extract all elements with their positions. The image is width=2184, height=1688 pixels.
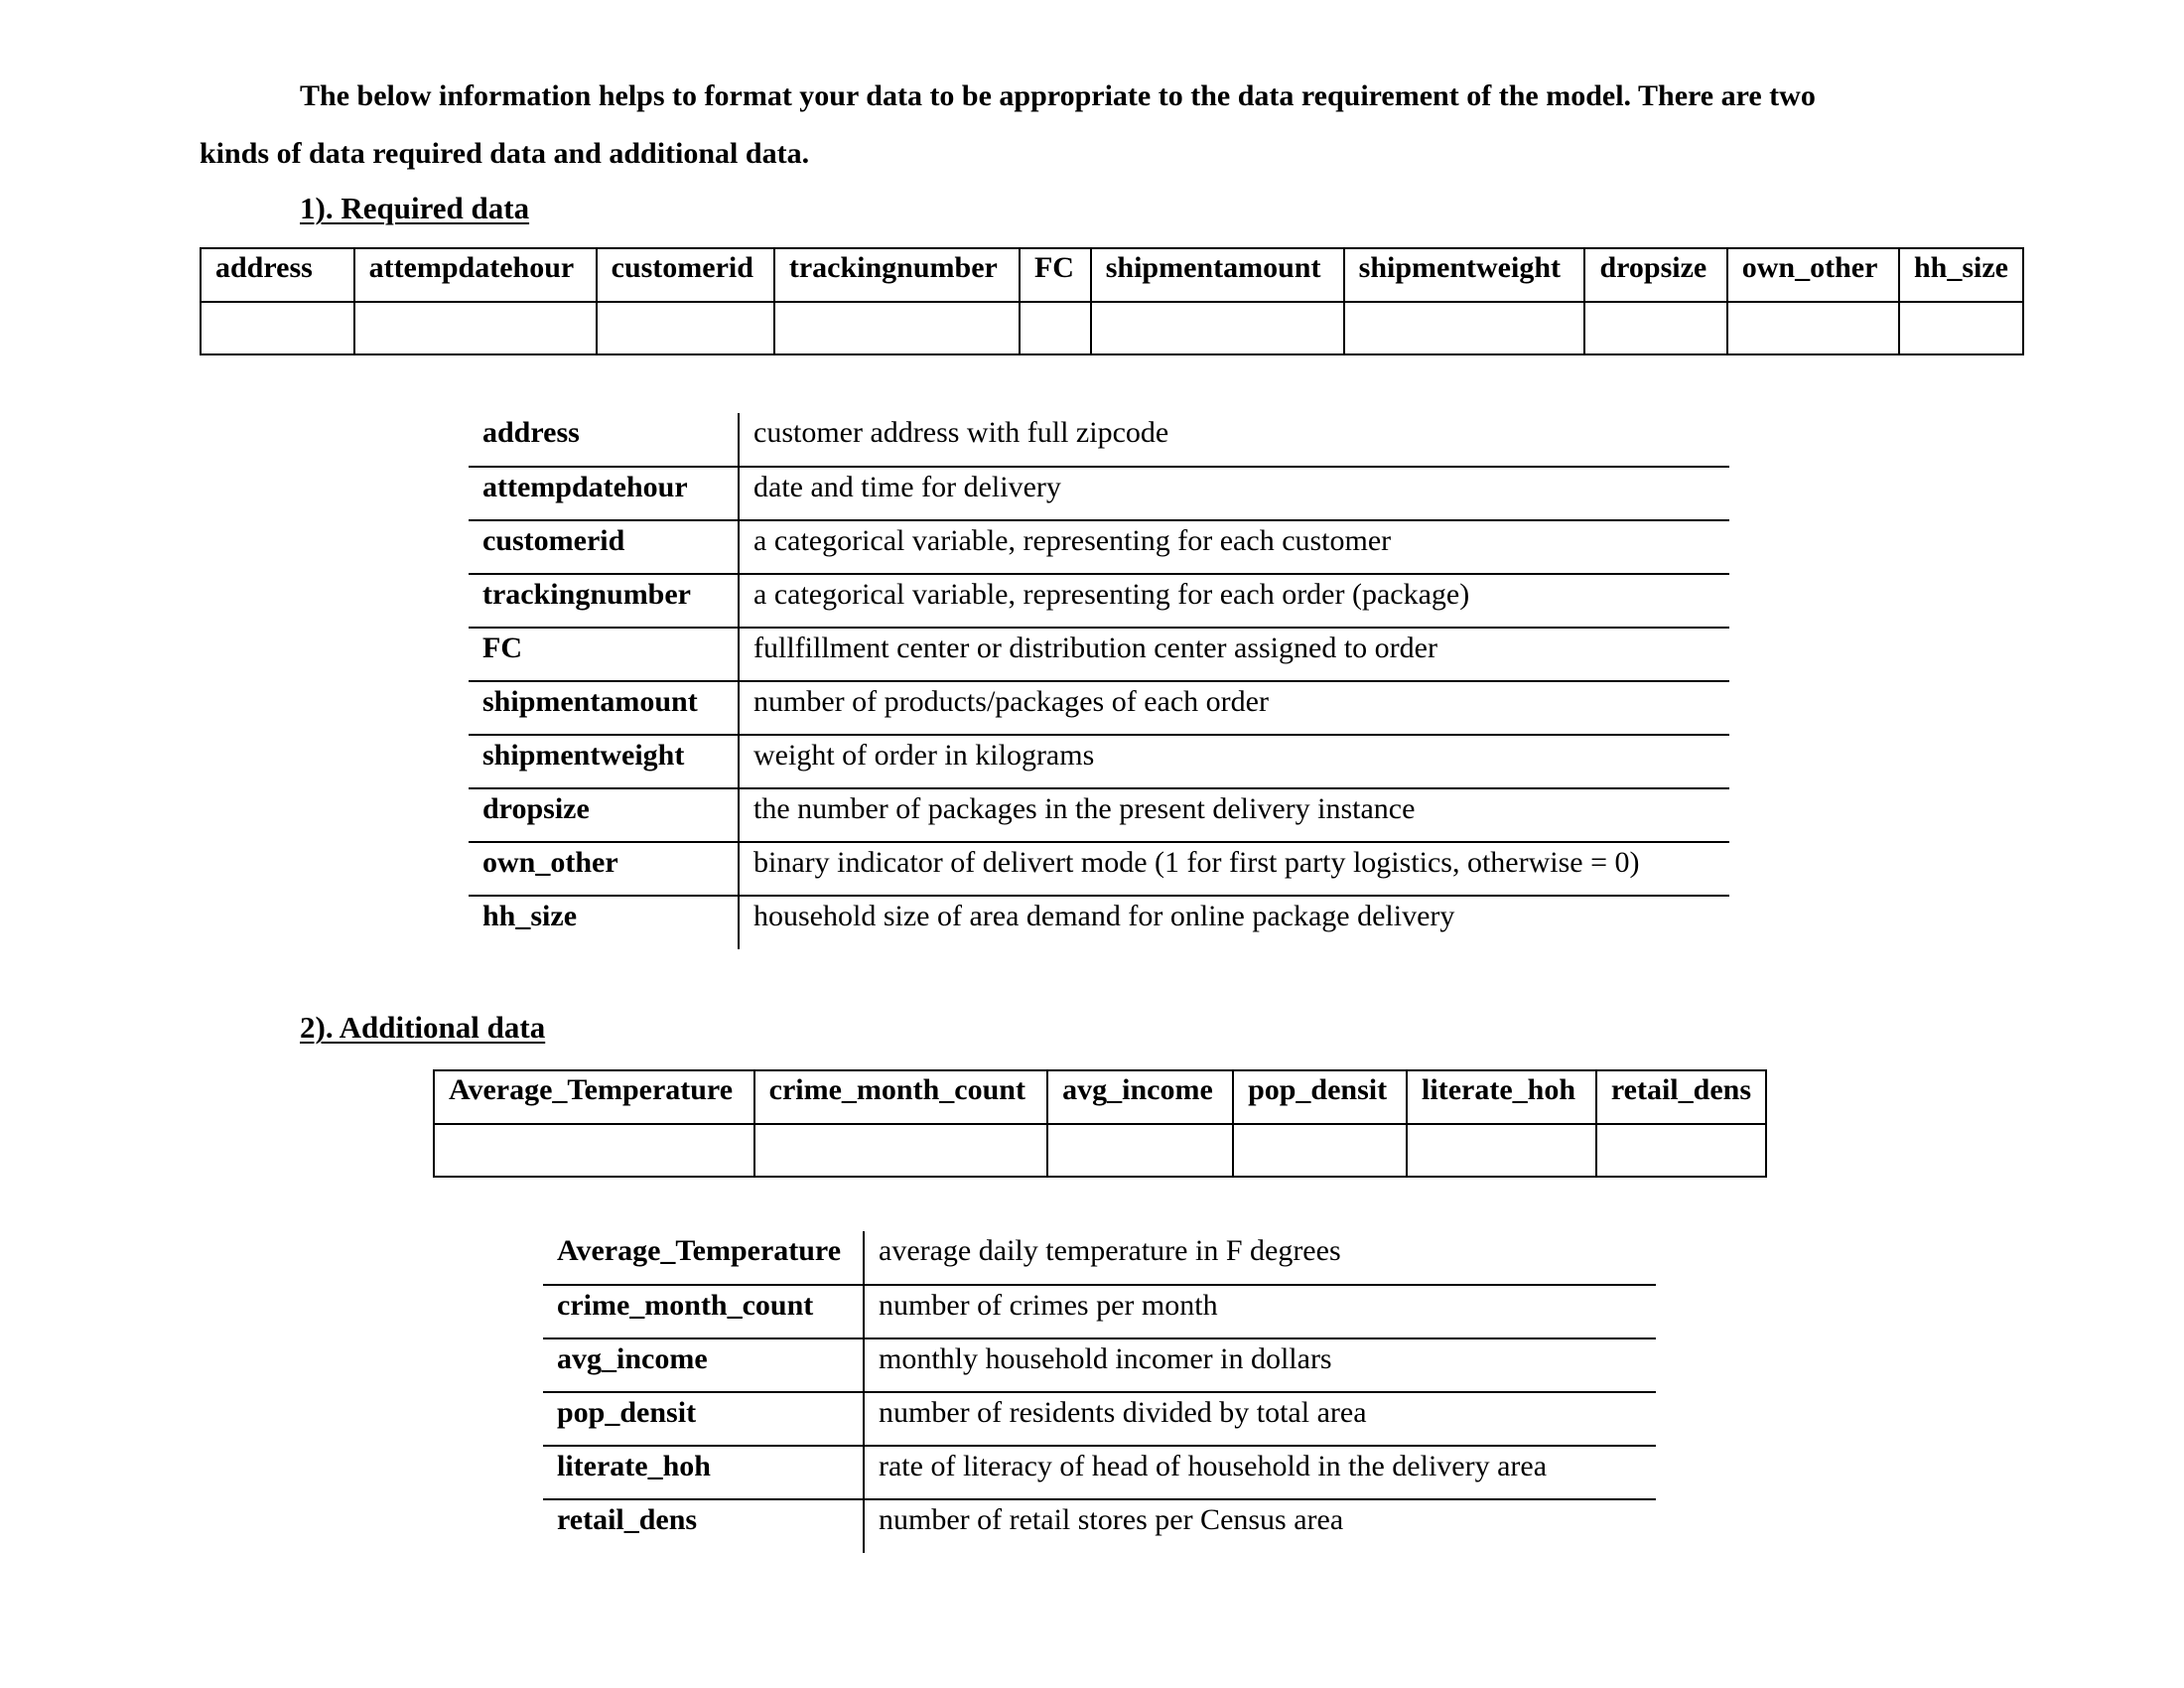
definition-row [469, 628, 1729, 681]
required-col-trackingnumber: trackingnumber [774, 248, 1020, 302]
definition-description: customer address with full zipcode [753, 416, 1169, 449]
definition-description: average daily temperature in F degrees [879, 1234, 1341, 1267]
additional-empty-cell[interactable] [1233, 1124, 1407, 1177]
definition-description: number of crimes per month [864, 1285, 1656, 1338]
required-empty-cell[interactable] [774, 302, 1020, 354]
definition-row [543, 1285, 1656, 1338]
required-empty-cell[interactable] [201, 302, 354, 354]
additional-columns-header-row [434, 1070, 1766, 1124]
required-empty-cell[interactable] [354, 302, 597, 354]
definition-row [469, 788, 1729, 842]
required-columns-table [200, 247, 2024, 355]
definition-term: crime_month_count [543, 1285, 864, 1338]
required-col-own-other: own_other [1727, 248, 1899, 302]
intro-line-1: The below information helps to format your data to be appropriate to the data requirement of the model. There are two [300, 79, 1816, 112]
definition-description: binary indicator of delivert mode (1 for first party logistics, otherwise = 0) [739, 842, 1729, 896]
additional-col-average-temperature: Average_Temperature [434, 1070, 754, 1124]
definition-row [543, 1338, 1656, 1392]
additional-col-pop-densit: pop_densit [1233, 1070, 1407, 1124]
definition-row [469, 574, 1729, 628]
definition-description: a categorical variable, representing for each customer [739, 520, 1729, 574]
definition-row [543, 1231, 1656, 1285]
additional-definitions-table [543, 1231, 1656, 1553]
definition-description: fullfillment center or distribution center assigned to order [739, 628, 1729, 681]
intro-line-2: kinds of data required data and additional data. [200, 137, 810, 170]
required-col-shipmentamount: shipmentamount [1091, 248, 1344, 302]
definition-description: date and time for delivery [739, 467, 1729, 520]
required-col-shipmentweight: shipmentweight [1344, 248, 1585, 302]
additional-empty-cell[interactable] [1047, 1124, 1233, 1177]
additional-columns-table [433, 1069, 1767, 1178]
definition-term: trackingnumber [469, 574, 739, 628]
additional-col-literate-hoh: literate_hoh [1407, 1070, 1596, 1124]
definition-description: the number of packages in the present delivery instance [739, 788, 1729, 842]
additional-empty-cell[interactable] [434, 1124, 754, 1177]
definition-row [469, 467, 1729, 520]
definition-term: address [469, 413, 739, 467]
additional-data-heading: 2). Additional data [300, 1010, 546, 1045]
required-definitions-table [469, 413, 1729, 949]
definition-term: shipmentweight [469, 735, 739, 788]
required-columns-header-row [201, 248, 2023, 302]
definition-row [469, 735, 1729, 788]
additional-col-retail-dens: retail_dens [1596, 1070, 1766, 1124]
definition-term: customerid [469, 520, 739, 574]
definition-row [543, 1446, 1656, 1499]
definition-description: household size of area demand for online package delivery [739, 896, 1729, 949]
definition-term: shipmentamount [469, 681, 739, 735]
required-col-attempdatehour: attempdatehour [354, 248, 597, 302]
required-empty-cell[interactable] [1091, 302, 1344, 354]
additional-col-crime-month-count: crime_month_count [754, 1070, 1048, 1124]
required-columns-empty-row [201, 302, 2023, 354]
required-col-address: address [201, 248, 354, 302]
required-col-dropsize: dropsize [1584, 248, 1726, 302]
additional-empty-cell[interactable] [754, 1124, 1048, 1177]
definition-row [469, 520, 1729, 574]
required-col-hh-size: hh_size [1899, 248, 2023, 302]
definition-row [469, 842, 1729, 896]
intro-paragraph [200, 68, 2016, 183]
definition-description: number of products/packages of each order [739, 681, 1729, 735]
definition-term: own_other [469, 842, 739, 896]
definition-row [543, 1499, 1656, 1553]
definition-description: weight of order in kilograms [739, 735, 1729, 788]
definition-term: attempdatehour [469, 467, 739, 520]
definition-term: dropsize [469, 788, 739, 842]
definition-term: hh_size [469, 896, 739, 949]
required-empty-cell[interactable] [1020, 302, 1091, 354]
definition-term: pop_densit [543, 1392, 864, 1446]
definition-description: number of residents divided by total area [864, 1392, 1656, 1446]
definition-description: rate of literacy of head of household in the delivery area [864, 1446, 1656, 1499]
definition-term: Average_Temperature [543, 1231, 864, 1285]
required-empty-cell[interactable] [597, 302, 774, 354]
definition-description: number of retail stores per Census area [864, 1499, 1656, 1553]
definition-description: a categorical variable, representing for each order (package) [739, 574, 1729, 628]
required-empty-cell[interactable] [1584, 302, 1726, 354]
definition-row [469, 896, 1729, 949]
required-empty-cell[interactable] [1899, 302, 2023, 354]
definition-row [543, 1392, 1656, 1446]
required-col-customerid: customerid [597, 248, 774, 302]
required-empty-cell[interactable] [1727, 302, 1899, 354]
required-empty-cell[interactable] [1344, 302, 1585, 354]
definition-term: retail_dens [543, 1499, 864, 1553]
additional-empty-cell[interactable] [1596, 1124, 1766, 1177]
definition-row [469, 681, 1729, 735]
additional-empty-cell[interactable] [1407, 1124, 1596, 1177]
required-col-fc: FC [1020, 248, 1091, 302]
required-data-heading: 1). Required data [300, 191, 530, 225]
definition-row [469, 413, 1729, 467]
definition-term: avg_income [543, 1338, 864, 1392]
definition-term: FC [469, 628, 739, 681]
definition-term: literate_hoh [543, 1446, 864, 1499]
additional-col-avg-income: avg_income [1047, 1070, 1233, 1124]
definition-description: monthly household incomer in dollars [864, 1338, 1656, 1392]
additional-columns-empty-row [434, 1124, 1766, 1177]
